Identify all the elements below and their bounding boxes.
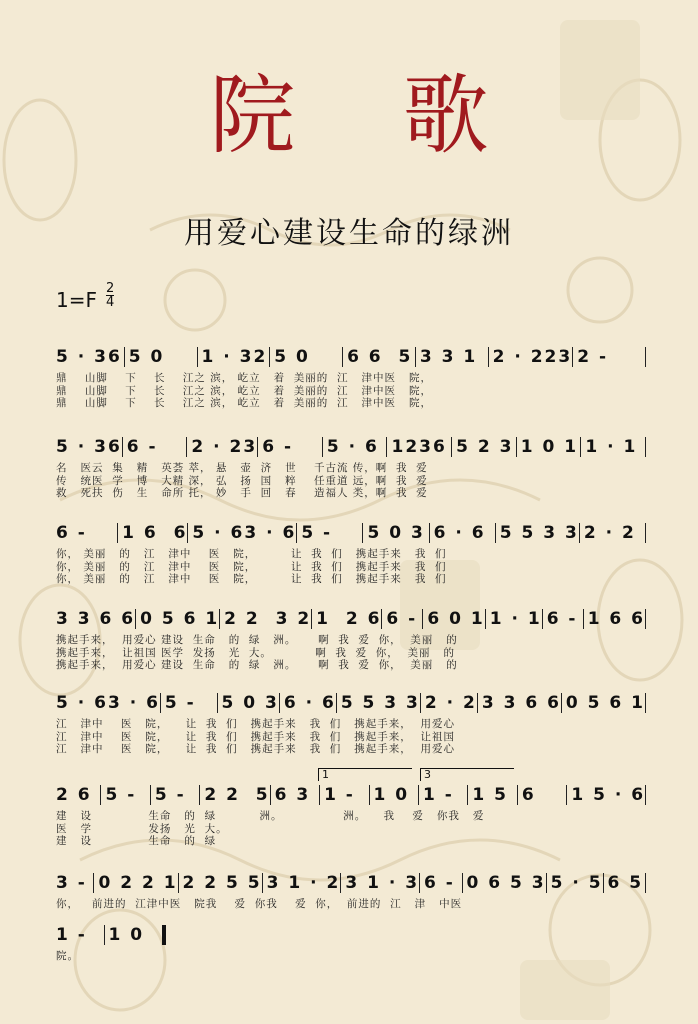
lyric-line-verse-2: 医 学 发扬 光 大。 (56, 822, 228, 835)
time-signature (106, 282, 114, 309)
measure: 1 · 1 (581, 437, 646, 457)
measure: 1 5 · 6 (567, 785, 646, 805)
measure: 1 - (419, 785, 468, 805)
measure: 6 - (123, 437, 188, 457)
page-subtitle: 用爱心建设生命的绿洲 (184, 216, 514, 251)
measure: 1236 (387, 437, 452, 457)
measure: 2 2 5 (200, 785, 270, 805)
measure: 6 5 (604, 873, 646, 893)
volta-1-label: 1 (322, 768, 329, 781)
measure: 6 3 (271, 785, 320, 805)
lyrics-block (56, 810, 646, 848)
lyric-line-verse-3: 救 死扶 伤 生 命所 托， 妙 手 回 春 造福人 类，啊 我 爱 (56, 487, 428, 499)
measure: 3 3 6 6 (478, 693, 562, 713)
score-system-8 (56, 924, 166, 963)
volta-2-label: 3 (424, 768, 431, 781)
measure: 6 · 6 (430, 523, 496, 543)
lyrics-block (56, 462, 646, 500)
measure: 6 - (382, 609, 423, 629)
measure: 5 0 (270, 347, 343, 367)
measure: 5 - (151, 785, 200, 805)
lyric-line-verse-1: 携起手来， 用爱心 建设 生命 的 绿 洲。 啊 我 爱 你， 美丽 的 (56, 634, 458, 646)
notes-row (56, 872, 646, 894)
measure: 2 · 23 (187, 437, 258, 457)
lyrics-block (56, 898, 646, 911)
measure: 5 · 5 (547, 873, 604, 893)
score-system-6 (56, 768, 646, 848)
lyric-line-verse-2: 你， 美丽 的 江 津中 医 院， 让 我 们 携起手来 我 们 (56, 560, 447, 573)
measure: 6 (518, 785, 567, 805)
lyric-line-verse-1: 名 医云 集 精 英荟 萃， 悬 壶 济 世 千古流 传，啊 我 爱 (56, 462, 428, 474)
measure: 2 · 2 (580, 523, 646, 543)
measure: 5 · 63 · 6 (56, 693, 160, 713)
measure: 2 - (573, 347, 646, 367)
score-system-7 (56, 872, 646, 911)
time-signature-top: 2 (106, 281, 115, 296)
measure: 2 · 2 (421, 693, 478, 713)
measure: 5 · 36 (56, 437, 122, 457)
measure: 6 6 5 (343, 347, 416, 367)
lyrics-block (56, 950, 166, 963)
notes-row (56, 436, 646, 458)
measure: 6 0 1 (423, 609, 485, 629)
measure: 3 3 1 (416, 347, 489, 367)
measure: 0 2 2 1 (94, 873, 178, 893)
lyric-line-verse-3: 江 津中 医 院， 让 我 们 携起手来 我 们 携起手来， 用爱心 (56, 743, 455, 755)
lyric-line-verse-2: 携起手来， 让祖国 医学 发扬 光 大。 啊 我 爱 你， 美丽 的 (56, 646, 455, 659)
notes-row (56, 924, 166, 946)
measure: 5 0 3 (363, 523, 429, 543)
volta-bracket-2 (420, 768, 514, 781)
measure: 5 2 3 (452, 437, 517, 457)
notes-row (56, 346, 646, 368)
lyrics-block (56, 718, 646, 756)
measure: 6 - (258, 437, 323, 457)
measure: 5 0 3 (218, 693, 280, 713)
lyric-line-verse-3: 携起手来， 用爱心 建设 生命 的 绿 洲。 啊 我 爱 你， 美丽 的 (56, 659, 458, 671)
score-system-3 (56, 522, 646, 586)
measure: 1 0 1 (517, 437, 582, 457)
lyric-line-verse-1: 你， 美丽 的 江 津中 医 院， 让 我 们 携起手来 我 们 (56, 548, 447, 560)
measure: 5 · 63 · 6 (188, 523, 297, 543)
score-system-1 (56, 346, 646, 410)
measure: 5 - (101, 785, 150, 805)
time-signature-bottom: 4 (106, 295, 115, 310)
lyric-line-verse-1: 院。 (56, 950, 79, 962)
lyric-line-verse-1: 建 设 生命 的 绿 洲。 洲。 我 爱 你我 爱 (56, 810, 485, 822)
measure: 1 · 1 (486, 609, 543, 629)
measure: 1 - (320, 785, 369, 805)
lyrics-block (56, 372, 646, 410)
measure: 6 · 6 (280, 693, 337, 713)
measure: 3 - (56, 873, 94, 893)
measure: 0 5 6 1 (562, 693, 646, 713)
measure: 5 · 6 (323, 437, 388, 457)
measure: 5 5 3 3 (496, 523, 580, 543)
measure: 6 - (56, 523, 118, 543)
measure: 2 2 5 5 (179, 873, 263, 893)
measure: 0 5 6 1 (136, 609, 220, 629)
measure: 3 1 · 2 (263, 873, 342, 893)
measure: 5 0 (125, 347, 198, 367)
measure: 1 6 6 (584, 609, 646, 629)
measure: 5 5 3 3 (337, 693, 421, 713)
measure: 2 6 (56, 785, 101, 805)
notes-row (56, 522, 646, 544)
measure: 5 - (161, 693, 218, 713)
measure: 6 - (420, 873, 462, 893)
measure: 5 · 36 (56, 347, 125, 367)
notes-row (56, 608, 646, 630)
measure: 2 2 3 2 (220, 609, 312, 629)
final-barline (162, 925, 166, 945)
measure: 1 0 (108, 925, 145, 945)
measure: 1 0 (370, 785, 419, 805)
lyric-line-verse-3: 你， 美丽 的 江 津中 医 院， 让 我 们 携起手来 我 们 (56, 573, 447, 585)
measure: 3 3 6 6 (56, 609, 136, 629)
notes-row (56, 784, 646, 806)
lyrics-block (56, 548, 646, 586)
lyric-line-verse-3: 鼎 山脚 下 长 江之 滨， 屹立 着 美丽的 江 津中医 院， (56, 397, 432, 409)
lyric-line-verse-1: 鼎 山脚 下 长 江之 滨， 屹立 着 美丽的 江 津中医 院， (56, 372, 432, 384)
measure: 6 - (543, 609, 584, 629)
measure: 1 - (56, 925, 105, 945)
measure: 1 5 (468, 785, 517, 805)
lyric-line-verse-2: 江 津中 医 院， 让 我 们 携起手来 我 们 携起手来， 让祖国 (56, 730, 455, 743)
measure: 3 1 · 3 (341, 873, 420, 893)
measure: 5 - (297, 523, 363, 543)
measure: 1 2 6 (312, 609, 382, 629)
lyric-line-verse-1: 江 津中 医 院， 让 我 们 携起手来 我 们 携起手来， 用爱心 (56, 718, 455, 730)
measure: 2 · 223 (489, 347, 574, 367)
measure: 0 6 5 3 (463, 873, 547, 893)
lyrics-block (56, 634, 646, 672)
score-system-4 (56, 608, 646, 672)
volta-bracket-1 (318, 768, 412, 781)
key-signature: 1=F (56, 288, 97, 312)
lyric-line-verse-2: 鼎 山脚 下 长 江之 滨， 屹立 着 美丽的 江 津中医 院， (56, 384, 432, 397)
page-title: 院 歌 (209, 66, 529, 166)
lyric-line-verse-3: 建 设 生命 的 绿 (56, 835, 217, 847)
notes-row (56, 692, 646, 714)
score-system-2 (56, 436, 646, 500)
lyric-line-verse-2: 传 统医 学 博 大精 深， 弘 扬 国 粹 任重道 远，啊 我 爱 (56, 474, 428, 487)
lyric-line-verse-1: 你， 前进的 江津中医 院我 爱 你我 爱 你， 前进的 江 津 中医 (56, 898, 463, 910)
measure: 1 6 6 (118, 523, 188, 543)
score-system-5 (56, 692, 646, 756)
measure: 1 · 32 (198, 347, 271, 367)
